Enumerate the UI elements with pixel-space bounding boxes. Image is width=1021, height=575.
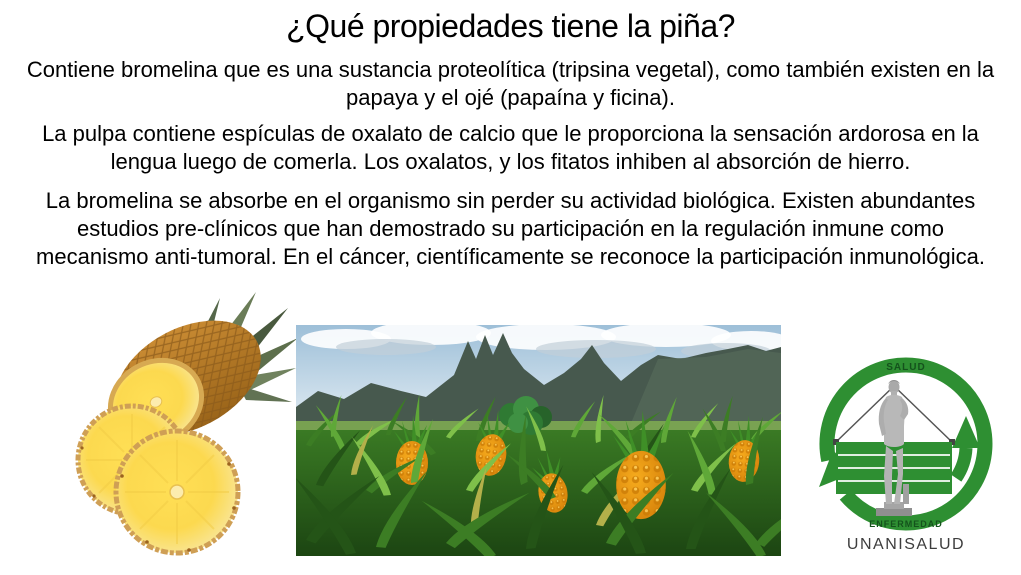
pineapple-field-image xyxy=(296,325,781,556)
house-box xyxy=(836,442,952,494)
pineapple-slices-image xyxy=(60,290,305,556)
unanisalud-caption: UNANISALUD xyxy=(846,536,966,553)
paragraph-absorcion-inmune: La bromelina se absorbe en el organismo sin perder su actividad biológica. Existen abundantes estudios pre-clínicos que han demostrado su participación en la regulación inmune como mecanismo anti-tumoral. En el cáncer, científicamente se reconoce la participación inmunológica. xyxy=(36,188,985,269)
logo-bottom-label: ENFERMEDAD xyxy=(869,519,943,529)
cycle-arrow-right-stem xyxy=(956,448,966,478)
pineapple-slice-front xyxy=(116,431,238,553)
pineapple-slices-illustration xyxy=(60,290,305,556)
unanisalud-emblem xyxy=(806,356,1006,534)
unanisalud-logo xyxy=(806,356,1006,554)
paragraph-pulpa-oxalatos: La pulpa contiene espículas de oxalato de calcio que le proporciona la sensación ardorosa en la lengua luego de comerla. Los oxalatos, y los fitatos inhiben al absorción de hierro. xyxy=(42,121,979,174)
logo-top-label: SALUD xyxy=(886,362,926,373)
slide-title: ¿Qué propiedades tiene la piña? xyxy=(286,8,735,44)
paragraph-bromelina: Contiene bromelina que es una sustancia proteolítica (tripsina vegetal), como también existen en la papaya y el ojé (papaína y ficina). xyxy=(26,57,995,110)
pineapple-field-illustration xyxy=(296,325,781,556)
